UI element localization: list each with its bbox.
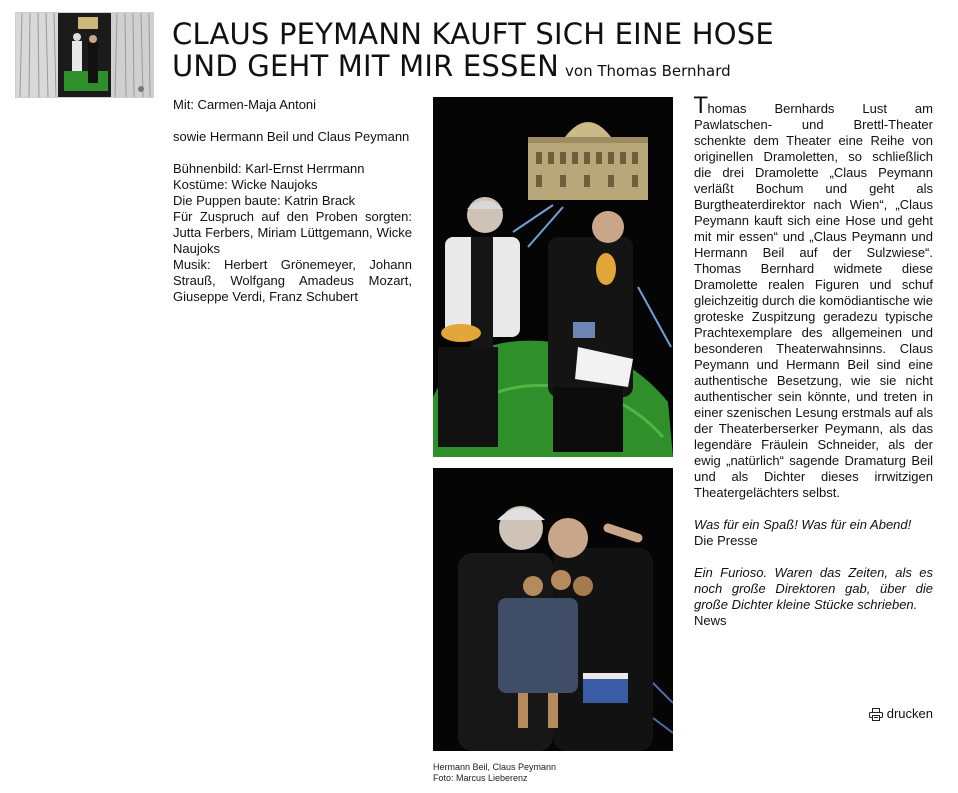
thumbnail-scene	[16, 13, 153, 97]
press-quote-2-source: News	[694, 613, 727, 628]
photo-caption	[433, 762, 556, 784]
title-line-1: CLAUS PEYMANN KAUFT SICH EINE HOSE	[172, 17, 774, 51]
also-cast-line: sowie Hermann Beil und Claus Peymann	[173, 129, 410, 144]
thumbnail-image[interactable]	[15, 12, 154, 98]
stage-photo-2-scene	[433, 468, 673, 751]
title-line-2	[172, 50, 932, 87]
puppets-credit: Die Puppen baute: Katrin Brack	[173, 193, 356, 208]
press-quote-1	[694, 517, 933, 549]
page-title	[172, 18, 932, 87]
printer-icon	[869, 708, 883, 721]
author-credit: von Thomas Bernhard	[565, 62, 731, 80]
article-column	[694, 94, 933, 645]
caption-names: Hermann Beil, Claus Peymann	[433, 762, 557, 772]
article-body	[694, 94, 933, 501]
press-quote-2-text: Ein Furioso. Waren das Zeiten, als es noch große Direktoren gab, über die große Dichter kleine Stücke schrieben.	[694, 565, 933, 612]
stage-photo-1-scene	[433, 97, 673, 457]
title-line-2-text: UND GEHT MIT MIR ESSEN	[172, 49, 560, 83]
print-label: drucken	[886, 706, 933, 721]
costumes-credit: Kostüme: Wicke Naujoks	[173, 177, 318, 192]
stage-photo-1	[433, 97, 673, 457]
drop-cap: T	[694, 94, 708, 119]
support-credit: Für Zuspruch auf den Proben sorgten: Jutta Ferbers, Miriam Lüttgemann, Wicke Naujoks	[173, 209, 412, 256]
print-link[interactable]	[869, 706, 933, 722]
article-body-text: homas Bernhards Lust am Pawlatschen- und Brettl-Theater schenkte dem Theater eine Reihe von originellen Dramoletten, so schließlich die drei Dramolette „Claus Peymann verläßt Bochum und geht als Burgtheaterdirektor nach Wien“, „Claus Peymann kauft sich eine Hose und geht mit mir essen“ und „Claus Peymann und Hermann Beil auf der Sulzwiese“. Thomas Bernhard widmete diese Dramolette realen Figuren und schuf gleichzeitig durch die komödiantische wie groteske Zuspitzung geradezu typische Prachtexemplare des allgemeinen und besonderen Theaterwahnsinns. Claus Peymann und Hermann Beil sind eine authentische Besetzung, wie sie nicht authentischer sein könnte, und treten in einer szenischen Lesung erstmals auf als der Theaterberserker Peymann, als das legendäre Fräulein Schneider, als der ewig „natürlich“ sagende Dramaturg Beil und als Dichter dieses irrwitzigen Theatergelächters selbst.	[694, 101, 933, 500]
stage-design-credit: Bühnenbild: Karl-Ernst Herrmann	[173, 161, 365, 176]
caption-photo-credit: Foto: Marcus Lieberenz	[433, 773, 528, 783]
press-quote-1-source: Die Presse	[694, 533, 758, 548]
press-quote-2	[694, 565, 933, 629]
crew-list	[173, 161, 412, 305]
stage-photo-2	[433, 468, 673, 751]
press-quote-1-text: Was für ein Spaß! Was für ein Abend!	[694, 517, 912, 532]
cast-line: Mit: Carmen-Maja Antoni	[173, 97, 317, 112]
credits-column	[173, 97, 412, 305]
music-credit: Musik: Herbert Grönemeyer, Johann Strauß, Wolfgang Amadeus Mozart, Giuseppe Verdi, Franz Schubert	[173, 257, 412, 304]
